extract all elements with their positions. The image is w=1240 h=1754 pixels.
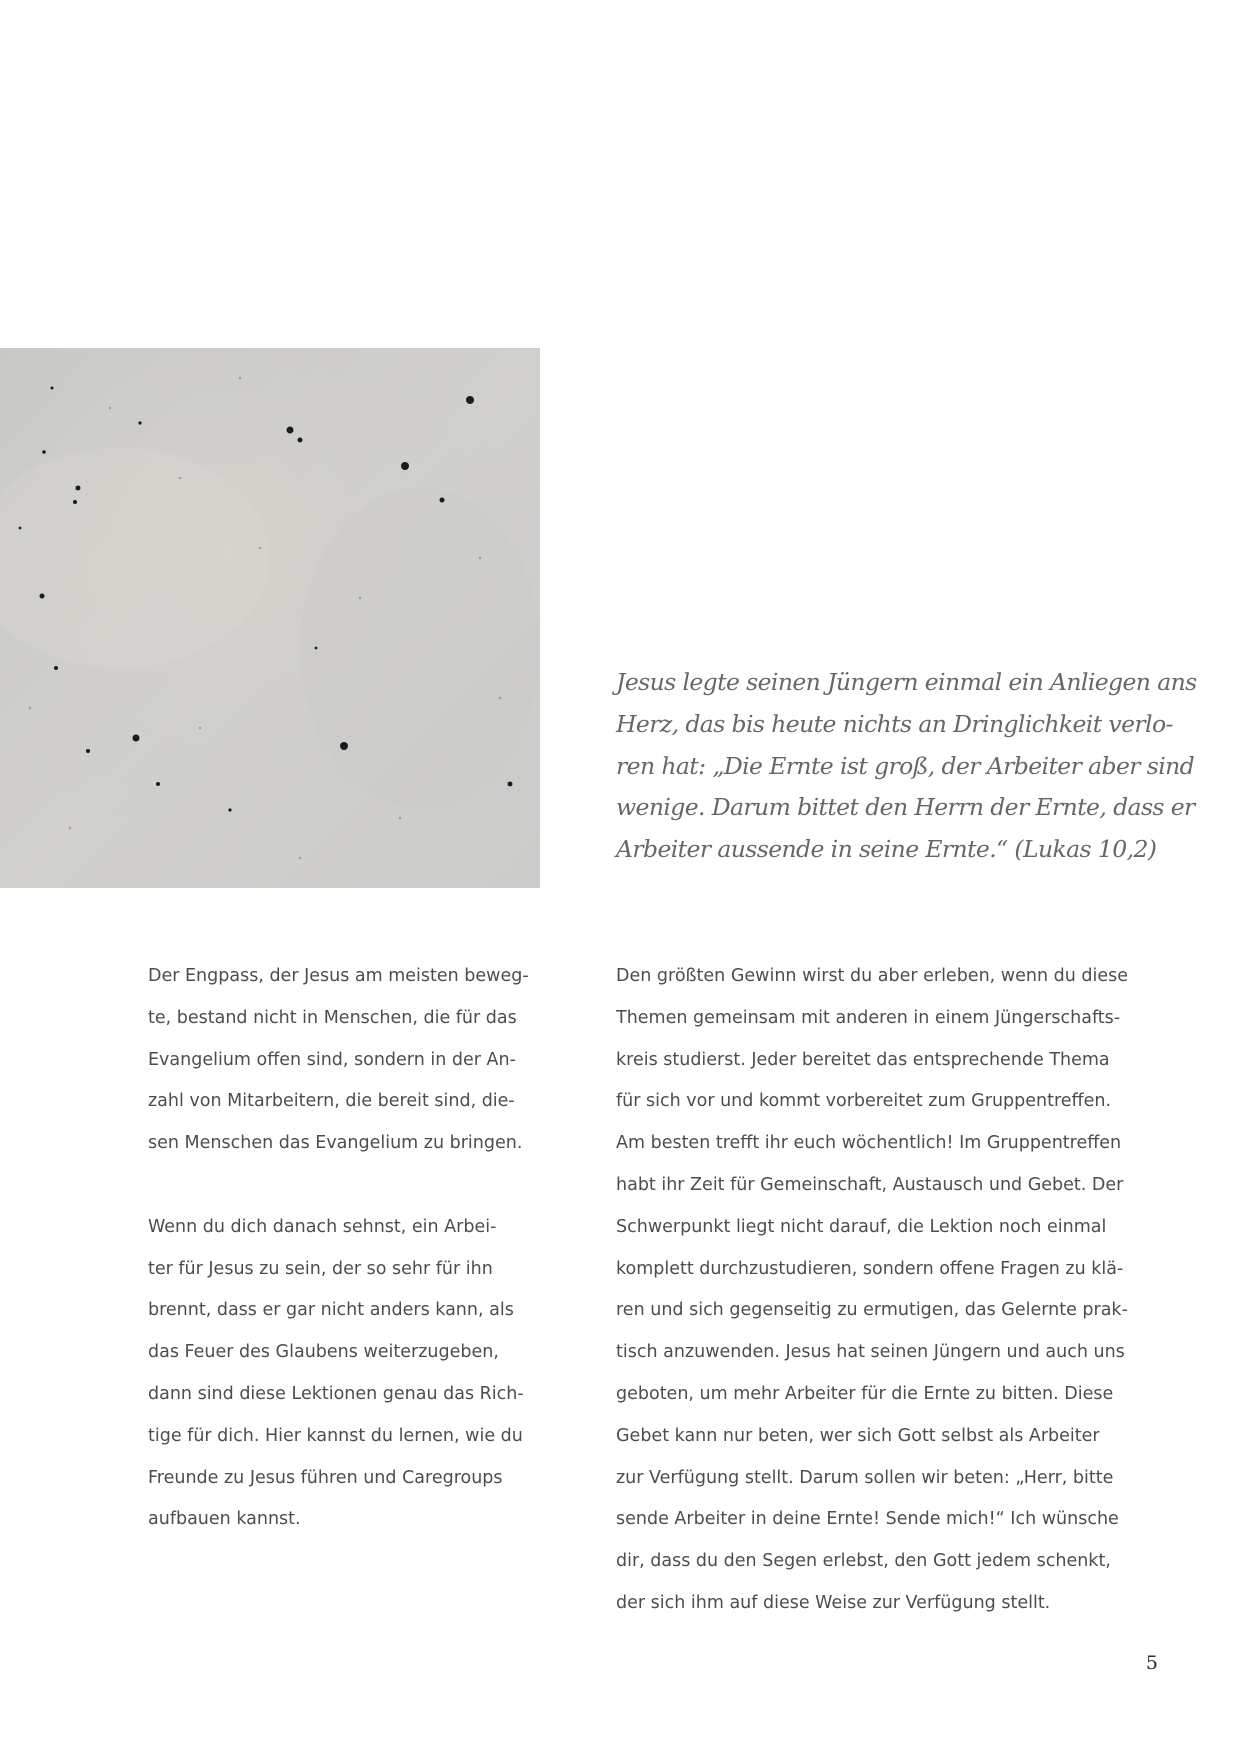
text-line: tisch anzuwenden. Jesus hat seinen Jüngern und auch uns [616,1342,1125,1363]
text-line: Wenn du dich danach sehnst, ein Arbei- [148,1216,497,1237]
page-number: 5 [1145,1652,1158,1674]
right-text-column [616,956,1156,1625]
quote-line: Jesus legte seinen Jüngern einmal ein Anliegen ans [616,668,1197,696]
quote-line: Herz, das bis heute nichts an Dringlichkeit verlo- [616,709,1173,738]
text-line: tige für dich. Hier kannst du lernen, wie du [148,1425,523,1446]
left-text-column [148,956,548,1541]
text-line: komplett durchzustudieren, sondern offene Fragen zu klä- [616,1258,1124,1279]
text-line: Den größten Gewinn wirst du aber erleben, wenn du diese [616,966,1128,986]
paragraph-gap [148,1165,548,1207]
quote-line: Arbeiter aussende in seine Ernte.“ (Lukas 10,2) [616,835,1157,864]
text-line: Der Engpass, der Jesus am meisten beweg- [148,966,529,986]
text-line: Am besten trefft ihr euch wöchentlich! Im Gruppentreffen [616,1133,1122,1154]
text-line: zahl von Mitarbeitern, die bereit sind, die- [148,1091,515,1112]
text-line: für sich vor und kommt vorbereitet zum Gruppentreffen. [616,1091,1112,1112]
text-line: Freunde zu Jesus führen und Caregroups [148,1467,503,1488]
text-line: te, bestand nicht in Menschen, die für das [148,1007,517,1028]
text-line: ren und sich gegenseitig zu ermutigen, das Gelernte prak- [616,1300,1128,1321]
text-line: brennt, dass er gar nicht anders kann, als [148,1300,514,1321]
text-line: dir, dass du den Segen erlebst, den Gott jedem schenkt, [616,1551,1111,1572]
text-line: Schwerpunkt liegt nicht darauf, die Lektion noch einmal [616,1216,1107,1237]
text-line: sende Arbeiter in deine Ernte! Sende mich!“ Ich wünsche [616,1509,1119,1530]
text-line: sen Menschen das Evangelium zu bringen. [148,1133,523,1154]
text-line: der sich ihm auf diese Weise zur Verfügung stellt. [616,1592,1051,1613]
quote-line: ren hat: „Die Ernte ist groß, der Arbeiter aber sind [616,751,1195,780]
text-line: geboten, um mehr Arbeiter für die Ernte zu bitten. Diese [616,1383,1114,1404]
text-line: Evangelium offen sind, sondern in der An- [148,1049,516,1070]
text-line: zur Verfügung stellt. Darum sollen wir beten: „Herr, bitte [616,1467,1114,1488]
text-line: dann sind diese Lektionen genau das Rich- [148,1383,524,1404]
text-line: Themen gemeinsam mit anderen in einem Jüngerschafts- [616,1007,1121,1028]
text-line: habt ihr Zeit für Gemeinschaft, Austausch und Gebet. Der [616,1174,1124,1195]
text-line: das Feuer des Glaubens weiterzugeben, [148,1342,499,1363]
quote-line: wenige. Darum bittet den Herrn der Ernte, dass er [616,793,1195,822]
bible-quote [616,662,1197,871]
text-line: Gebet kann nur beten, wer sich Gott selbst als Arbeiter [616,1425,1100,1446]
text-line: aufbauen kannst. [148,1509,301,1530]
text-line: ter für Jesus zu sein, der so sehr für ihn [148,1258,493,1279]
concrete-texture-image [0,348,540,888]
text-line: kreis studierst. Jeder bereitet das entsprechende Thema [616,1049,1110,1070]
